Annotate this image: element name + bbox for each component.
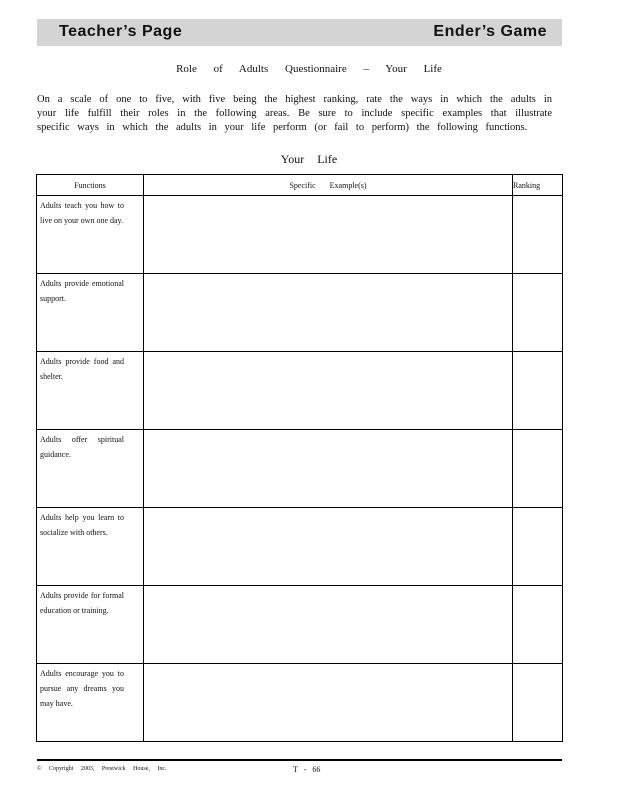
function-label: Adults encourage you to pursue any dreams you may have.: [40, 669, 124, 708]
table-row: [37, 664, 563, 742]
function-label: Adults provide emotional support.: [40, 279, 124, 303]
header-book-title: Ender’s Game: [433, 23, 547, 40]
examples-column-header: Specific Example(s): [144, 175, 513, 196]
ranking-answer-cell[interactable]: [513, 586, 563, 664]
ranking-column-header: Ranking: [513, 175, 563, 196]
instructions-paragraph: On a scale of one to five, with five being the highest ranking, rate the ways in which the adults in your life fulfill their roles in the following areas. Be sure to include specific examples that illustrate specific ways in which the adults in your life perform (or fail to perform) the following functions.: [37, 94, 552, 133]
function-label: Adults offer spiritual guidance.: [40, 435, 124, 459]
function-label: Adults help you learn to socialize with others.: [40, 513, 124, 537]
examples-answer-cell[interactable]: [144, 430, 513, 508]
footer-divider: [37, 759, 562, 761]
table-row: [37, 196, 563, 274]
table-row: [37, 274, 563, 352]
function-cell: [37, 430, 144, 508]
section-heading: Your Life: [280, 152, 338, 166]
ranking-answer-cell[interactable]: [513, 352, 563, 430]
table-row: [37, 586, 563, 664]
examples-answer-cell[interactable]: [144, 586, 513, 664]
function-cell: [37, 664, 144, 742]
table-row: [37, 430, 563, 508]
function-label: Adults provide food and shelter.: [40, 357, 124, 381]
ranking-answer-cell[interactable]: [513, 430, 563, 508]
ranking-answer-cell[interactable]: [513, 274, 563, 352]
examples-answer-cell[interactable]: [144, 274, 513, 352]
ranking-answer-cell[interactable]: [513, 196, 563, 274]
table-row: [37, 508, 563, 586]
examples-answer-cell[interactable]: [144, 508, 513, 586]
header-teachers-page: Teacher’s Page: [59, 23, 183, 40]
function-cell: [37, 274, 144, 352]
document-title: Role of Adults Questionnaire – Your Life: [176, 63, 442, 75]
ranking-answer-cell[interactable]: [513, 508, 563, 586]
functions-table: [36, 174, 563, 742]
examples-answer-cell[interactable]: [144, 196, 513, 274]
ranking-answer-cell[interactable]: [513, 664, 563, 742]
table-row: [37, 352, 563, 430]
function-label: Adults provide for formal education or training.: [40, 591, 124, 615]
examples-answer-cell[interactable]: [144, 352, 513, 430]
table-header-row: [37, 175, 563, 196]
function-cell: [37, 352, 144, 430]
function-cell: [37, 196, 144, 274]
footer-copyright: © Copyright 2003, Prestwick House, Inc.: [37, 766, 167, 772]
page-number: T - 66: [293, 765, 321, 774]
function-cell: [37, 586, 144, 664]
function-label: Adults teach you how to live on your own one day.: [40, 201, 124, 225]
examples-answer-cell[interactable]: [144, 664, 513, 742]
page-header-bar: [37, 19, 562, 46]
functions-column-header: Functions: [37, 175, 144, 196]
function-cell: [37, 508, 144, 586]
